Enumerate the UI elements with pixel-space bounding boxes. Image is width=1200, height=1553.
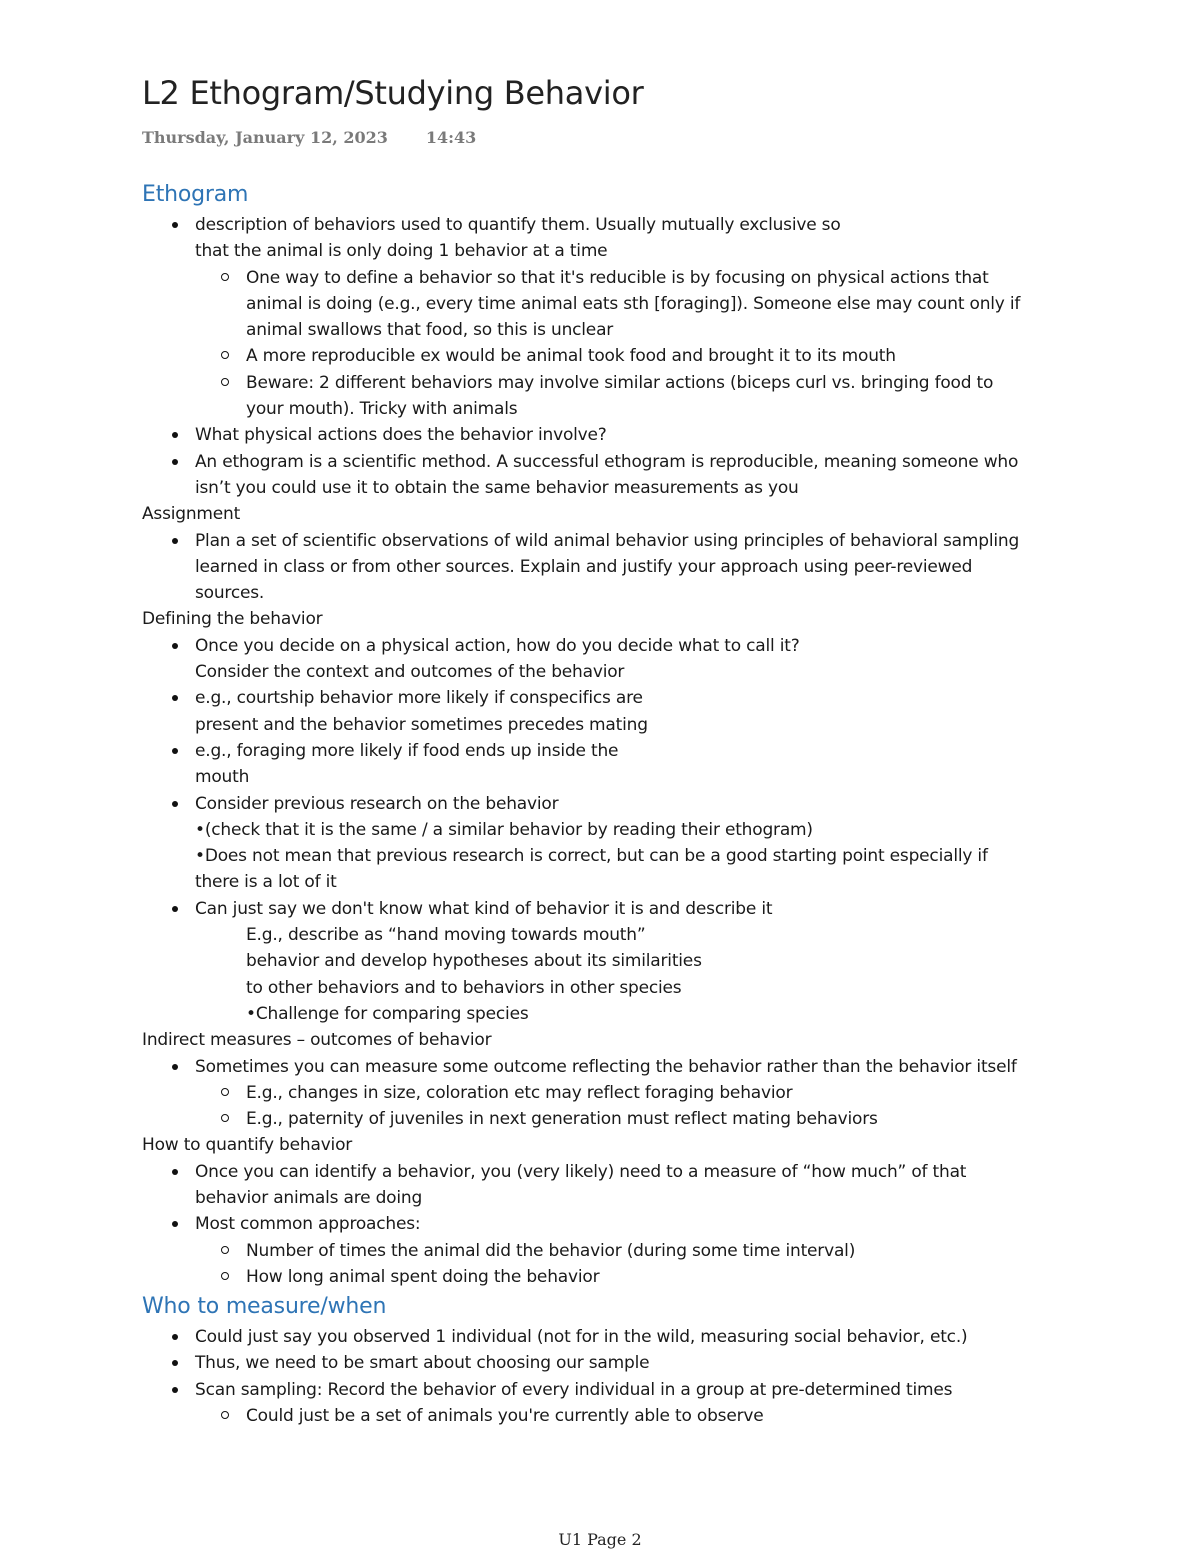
sub-list-item bbox=[195, 343, 1122, 369]
list-item bbox=[142, 896, 1122, 1027]
sub-list-item bbox=[195, 1106, 1122, 1132]
heading-ethogram: Ethogram bbox=[142, 182, 249, 207]
sub-list bbox=[195, 1080, 1122, 1133]
list-item-text: Consider previous research on the behavior bbox=[195, 793, 559, 814]
list-item-text: Number of times the animal did the behavior (during some time interval) bbox=[246, 1240, 856, 1261]
page-content bbox=[142, 176, 1122, 1429]
list-item-text: animal is doing (e.g., every time animal eats sth [foraging]). Someone else may count only if bbox=[246, 293, 1021, 314]
list-item-text: there is a lot of it bbox=[195, 872, 337, 893]
defining-list bbox=[142, 633, 1122, 1027]
heading-quantify-behavior: How to quantify behavior bbox=[142, 1135, 353, 1156]
sub-list-item bbox=[195, 1264, 1122, 1290]
list-item-text: Most common approaches: bbox=[195, 1214, 421, 1235]
quantify-list bbox=[142, 1159, 1122, 1290]
list-item-text: Beware: 2 different behaviors may involve similar actions (biceps curl vs. bringing food to bbox=[246, 372, 994, 393]
sub-list-item bbox=[195, 1403, 1122, 1429]
list-item-text: E.g., describe as “hand moving towards mouth” bbox=[246, 925, 646, 946]
list-item bbox=[142, 449, 1122, 502]
list-item-text: isn’t you could use it to obtain the same behavior measurements as you bbox=[195, 477, 799, 498]
list-item-text: E.g., paternity of juveniles in next generation must reflect mating behaviors bbox=[246, 1109, 878, 1130]
list-item bbox=[142, 738, 1122, 791]
page-time: 14:43 bbox=[425, 128, 477, 147]
sub-list-item bbox=[195, 370, 1122, 423]
list-item bbox=[142, 791, 1122, 896]
list-item-text: Consider the context and outcomes of the behavior bbox=[195, 662, 625, 683]
list-item-text: your mouth). Tricky with animals bbox=[246, 399, 518, 420]
indirect-list bbox=[142, 1054, 1122, 1133]
list-item-text: e.g., courtship behavior more likely if conspecifics are bbox=[195, 688, 643, 709]
list-item-text: description of behaviors used to quantify them. Usually mutually exclusive so bbox=[195, 215, 841, 235]
page-title: L2 Ethogram/Studying Behavior bbox=[142, 74, 644, 112]
who-list bbox=[142, 1324, 1122, 1429]
page-date: Thursday, January 12, 2023 bbox=[142, 128, 388, 147]
list-item-text: E.g., changes in size, coloration etc may reflect foraging behavior bbox=[246, 1082, 793, 1103]
list-item-text: behavior animals are doing bbox=[195, 1187, 423, 1208]
assignment-list bbox=[142, 528, 1122, 607]
sub-list-item bbox=[195, 265, 1122, 344]
list-item bbox=[142, 1159, 1122, 1212]
list-item-text: that the animal is only doing 1 behavior at a time bbox=[195, 241, 608, 262]
list-item-text: Scan sampling: Record the behavior of every individual in a group at pre-determined times bbox=[195, 1379, 953, 1400]
list-item-text: to other behaviors and to behaviors in other species bbox=[246, 977, 682, 998]
list-item-text: •(check that it is the same / a similar behavior by reading their ethogram) bbox=[195, 819, 813, 840]
list-item bbox=[142, 1054, 1122, 1133]
list-item-text: Can just say we don't know what kind of behavior it is and describe it bbox=[195, 898, 773, 919]
list-item-text: behavior and develop hypotheses about its similarities bbox=[246, 951, 702, 972]
list-item-text: present and the behavior sometimes precedes mating bbox=[195, 714, 648, 735]
list-item bbox=[142, 528, 1122, 607]
heading-who-to-measure: Who to measure/when bbox=[142, 1294, 387, 1320]
list-item-text: Sometimes you can measure some outcome reflecting the behavior rather than the behavior itself bbox=[195, 1056, 1017, 1077]
list-item bbox=[142, 1324, 1122, 1350]
list-item-text: mouth bbox=[195, 767, 250, 788]
sub-list bbox=[195, 1403, 1122, 1429]
list-item-text: A more reproducible ex would be animal took food and brought it to its mouth bbox=[246, 346, 896, 367]
list-item bbox=[142, 1211, 1122, 1290]
list-item-text: Thus, we need to be smart about choosing our sample bbox=[195, 1353, 650, 1374]
list-item bbox=[142, 212, 1122, 422]
list-item-text: •Challenge for comparing species bbox=[246, 1003, 529, 1024]
list-item-text: Once you can identify a behavior, you (very likely) need to a measure of “how much” of that bbox=[195, 1161, 967, 1182]
page-footer: U1 Page 2 bbox=[558, 1530, 642, 1549]
sub-list-item bbox=[195, 1238, 1122, 1264]
page-dateline bbox=[142, 128, 476, 147]
list-item-text: •Does not mean that previous research is correct, but can be a good starting point especially if bbox=[195, 846, 988, 867]
list-item bbox=[142, 422, 1122, 448]
list-item-text: e.g., foraging more likely if food ends up inside the bbox=[195, 740, 619, 761]
list-item-text: Plan a set of scientific observations of wild animal behavior using principles of behavioral sampling bbox=[195, 530, 1020, 551]
heading-defining-behavior: Defining the behavior bbox=[142, 609, 323, 630]
list-item-text: How long animal spent doing the behavior bbox=[246, 1266, 600, 1287]
sub-list bbox=[195, 265, 1122, 423]
heading-indirect-measures: Indirect measures – outcomes of behavior bbox=[142, 1030, 492, 1051]
list-item bbox=[142, 1377, 1122, 1430]
list-item-text: Once you decide on a physical action, how do you decide what to call it? bbox=[195, 635, 800, 656]
list-item bbox=[142, 685, 1122, 738]
list-item bbox=[142, 1350, 1122, 1376]
sub-list bbox=[195, 1238, 1122, 1291]
list-item-text: learned in class or from other sources. Explain and justify your approach using peer-reviewed bbox=[195, 556, 973, 577]
list-item-text: Could just say you observed 1 individual (not for in the wild, measuring social behavior, etc.) bbox=[195, 1327, 968, 1348]
heading-assignment: Assignment bbox=[142, 504, 241, 525]
list-item-text: animal swallows that food, so this is unclear bbox=[246, 320, 614, 341]
ethogram-list bbox=[142, 212, 1122, 501]
list-item-text: Could just be a set of animals you're currently able to observe bbox=[246, 1406, 764, 1427]
list-item-text: sources. bbox=[195, 583, 265, 604]
list-item-text: What physical actions does the behavior involve? bbox=[195, 425, 607, 446]
list-item-text: An ethogram is a scientific method. A successful ethogram is reproducible, meaning someone who bbox=[195, 451, 1019, 472]
sub-list-item bbox=[195, 1080, 1122, 1106]
list-item bbox=[142, 633, 1122, 686]
list-item-text: One way to define a behavior so that it's reducible is by focusing on physical actions that bbox=[246, 267, 989, 288]
